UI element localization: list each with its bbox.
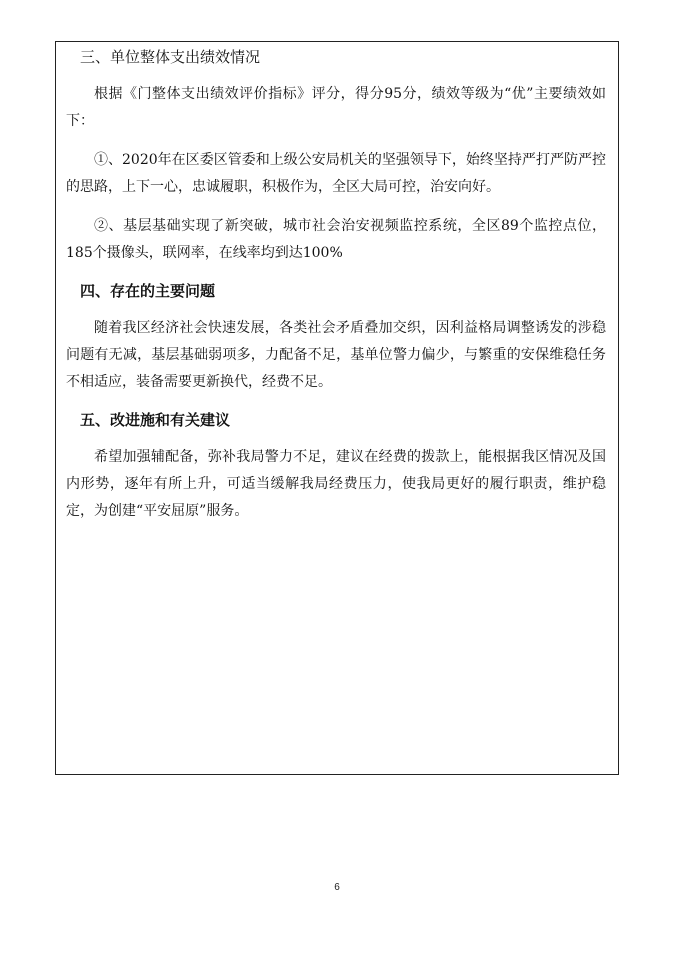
paragraph-suggestions: 希望加强辅配备，弥补我局警力不足，建议在经费的拨款上，能根据我区情况及国内形势，逐年有所上升，可适当缓解我局经费压力，使我局更好的履行职责，维护稳定，为创建“平安屈原”服务。 <box>66 449 606 519</box>
paragraph-problems: 随着我区经济社会快速发展，各类社会矛盾叠加交织，因利益格局调整诱发的涉稳问题有无减，基层基础弱项多，力配备不足，基单位警力偏少，与繁重的安保维稳任务不相适应，装备需要更新换代，经费不足。 <box>66 320 606 390</box>
section-heading-suggestions: 五、改进施和有关建议 <box>80 411 231 429</box>
page-number: 6 <box>334 882 340 893</box>
section-heading-performance: 三、单位整体支出绩效情况 <box>80 48 261 66</box>
paragraph-achievement-2: ②、基层基础实现了新突破，城市社会治安视频监控系统，全区89个监控点位，185个摄像头，联网率，在线率均到达100% <box>66 218 606 261</box>
section-heading-problems: 四、存在的主要问题 <box>80 282 216 300</box>
paragraph-achievement-1: ①、2020年在区委区管委和上级公安局机关的坚强领导下，始终坚持严打严防严控的思路，上下一心，忠诚履职，积极作为，全区大局可控，治安向好。 <box>66 152 606 195</box>
document-body <box>66 47 606 525</box>
paragraph-score: 根据《门整体支出绩效评价指标》评分，得分95分，绩效等级为“优”主要绩效如下： <box>66 86 606 129</box>
